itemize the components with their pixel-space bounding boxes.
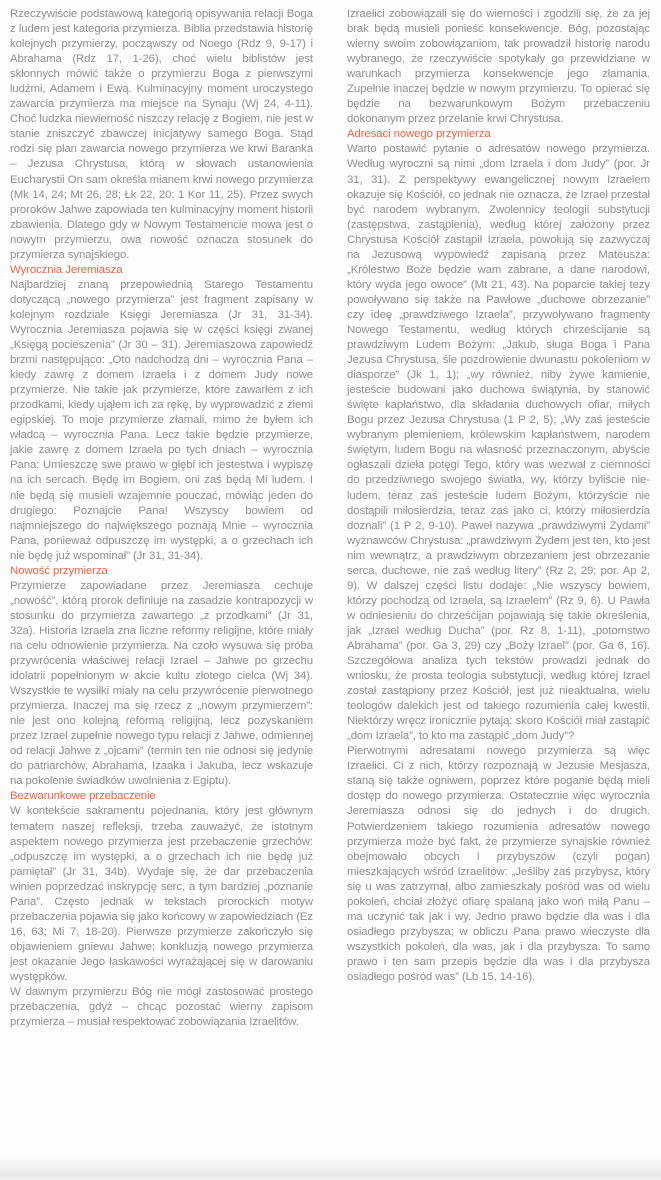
paragraph: W dawnym przymierzu Bóg nie mógł zastosować prostego przebaczenia, gdyż – chcąc pozostać wierny zapisom przymierza – musiał respektować zobowiązania Izraelitów. xyxy=(10,986,313,1029)
paragraph: Pierwotnymi adresatami nowego przymierza są więc Izraelici. Ci z nich, którzy rozpoznają w Jezusie Mesjasza, staną się także ogniwem, poprzez które poganie będą mieli dostęp do nowego przymierza. Ostatecznie więc wyrocznia Jeremiasza odnosi się do jednych i do drugich. Potwierdzeniem takiego rozumienia adresatów nowego przymierza może być fakt, że przymierze synajskie również obejmowało obcych i przybyszów (czyli pogan) mieszkających wśród Izraelitów: „Jeśliby zaś przybysz, który się u was zatrzymał, albo zamieszkały pośród was od wielu pokoleń, chciał złożyć ofiarę spalaną jako woń miłą Panu – ma uczynić tak jak i wy. Jedno prawo będzie dla was i dla osiadłego przybysza; w obliczu Pana prawo wieczyste dla wszystkich pokoleń, dla was, jak i dla przybysza. To samo prawo i ten sam przepis będzie dla was i dla przybysza osiadłego pośród was” (Lb 15, 14-16). xyxy=(347,745,650,983)
section-heading: Bezwarunkowe przebaczenie xyxy=(10,790,156,803)
page-bottom-shadow xyxy=(0,1154,661,1180)
paragraph: W kontekście sakramentu pojednania, który jest głównym tematem naszej refleksji, trzeba zauważyć, że istotnym aspektem nowego przymierza jest przebaczenie grzechów: „odpuszczę im występki, a o grzechach ich nie będę już pamiętał” (Jr 31, 34b). Wydaje się, że dar przebaczenia winien poprzedzać inskrypcję serc, a tym bardziej „poznanie Pana”. Często jednak w tekstach prorockich motyw przebaczenia pojawia się jako końcowy w zapowiedziach (Ez 16, 63; Mi 7, 18-20). Pierwsze przymierze zakończyło się objawieniem gniewu Jahwe; konkluzją nowego przymierza jest okazanie Jego łaskawości wyrażającej się w darowaniu występków. xyxy=(10,805,313,983)
section-heading: Wyrocznia Jeremiasza xyxy=(10,263,123,276)
section-heading: Adresaci nowego przymierza xyxy=(347,128,491,141)
paragraph: Przymierze zapowiadane przez Jeremiasza cechuje „nowość”, którą prorok definiuje na zasadzie kontrapozycji w stosunku do przymierza zawartego „z przodkami” (Jr 31, 32a). Historia Izraela zna liczne reformy religijne, które miały na celu odnowienie przymierza. Na czoło wysuwa się próba przywrócenia właściwej relacji Izrael – Jahwe po grzechu idolatrii popełnionym w akcie kultu złotego cielca (Wj 34). Wszystkie te wysiłki miały na celu przywrócenie pierwotnego przymierza. Inaczej ma się rzecz z „nowym przymierzem”: nie jest ono kolejną reformą religijną, lecz pozyskaniem przez Izrael zupełnie nowego typu relacji z Jahwe, odmiennej od relacji Jahwe z „ojcami” (termin ten nie odnosi się jedynie do patriarchów, Abrahama, Izaaka i Jakuba, lecz wskazuje na pokolenie świadków uwolnienia z Egiptu). xyxy=(10,579,313,788)
paragraph: Rzeczywiście podstawową kategorią opisywania relacji Boga z ludem jest kategoria przymierza. Biblia przedstawia historię kolejnych przymierzy, począwszy od Noego (Rdz 9, 9-17) i Abrahama (Rdz 17, 1-26), choć wielu biblistów jest skłonnych mówić także o przymierzu Boga z pierwszymi ludźmi, Adamem i Ewą. Kulminacyjny moment uroczystego zawarcia przymierza ma miejsce na Synaju (Wj 24, 4-11). Choć ludzka niewierność niszczy relację z Bogiem, nie jest w stanie zniszczyć zbawczej inicjatywy samego Boga. Stąd rodzi się plan zawarcia nowego przymierza we krwi Baranka – Jezusa Chrystusa, którą w słowach ustanowienia Eucharystii On sam określa mianem krwi nowego przymierza (Mk 14, 24; Mt 26, 28; Łk 22, 20; 1 Kor 11, 25). Przez swych proroków Jahwe zapowiada ten kulminacyjny moment historii zbawienia. Dlatego gdy w Nowym Testamencie mowa jest o nowym przymierzu, owa nowość oznacza stosunek do przymierza synajskiego. xyxy=(10,8,313,261)
paragraph: Izraelici zobowiązali się do wierności i zgodzili się, że za jej brak będą musieli ponieść konsekwencje. Bóg, pozostając wierny swoim zobowiązaniom, tak prowadził historię narodu wybranego, że rzeczywiście spotykały go przewidziane w warunkach przymierza konsekwencje jego złamania. Zupełnie inaczej będzie w nowym przymierzu. To opierać się będzie na bezwarunkowym Bożym przebaczeniu dokonanym przez przelanie krwi Chrystusa. xyxy=(347,8,650,126)
paragraph: Najbardziej znaną przepowiednią Starego Testamentu dotyczącą „nowego przymierza” jest fragment zapisany w kolejnym rozdziale Księgi Jeremiasza (Jr 31, 31-34). Wyrocznia Jeremiasza pojawia się w części księgi zwanej „Księgą pocieszenia” (Jr 30 – 31). Jeremiaszowa zapowiedź brzmi następująco: „Oto nadchodzą dni – wyrocznia Pana – kiedy zawrę z domem Izraela i z domem Judy nowe przymierze. Nie takie jak przymierze, które zawarłem z ich przodkami, kiedy ująłem ich za rękę, by wyprowadzić z ziemi egipskiej. To moje przymierze złamali, mimo że byłem ich władcą – wyrocznia Pana. Lecz takie będzie przymierze, jakie zawrę z domem Izraela po tych dniach – wyrocznia Pana: Umieszczę swe prawo w głębi ich jestestwa i wypiszę na ich sercach. Będę im Bogiem, oni zaś będą Mi ludem. I nie będą się musieli wzajemnie pouczać, mówiąc jeden do drugiego: Poznajcie Pana! Wszyscy bowiem od najmniejszego do największego poznają Mnie – wyrocznia Pana, ponieważ odpuszczę im występki, a o grzechach ich nie będę już wspominał” (Jr 31, 31-34). xyxy=(10,278,313,562)
paragraph: Warto postawić pytanie o adresatów nowego przymierza. Według wyroczni są nimi „dom Izraela i dom Judy” (por. Jr 31, 31). Z perspektywy ewangelicznej nowym Izraelem okazuje się Kościół, co jednak nie oznacza, że Izrael przestał być narodem wybranym. Zwolennicy teologii substytucji (zastępstwa, zastąpienia), według której założony przez Chrystusa Kościół zastąpił Izraela, powołują się zazwyczaj na Jezusową wypowiedź zapisaną przez Mateusza: „Królestwo Boże będzie wam zabrane, a dane narodowi, który wyda jego owoce” (Mt 21, 43). Na poparcie takiej tezy powoływano się także na Pawłowe „duchowe obrzezanie” czy ideę „prawdziwego Izraela”, przywoływano fragmenty Nowego Testamentu, według których chrześcijanie są prawdziwym Ludem Bożym: „Jakub, sługa Boga i Pana Jezusa Chrystusa, śle pozdrowienie dwunastu pokoleniom w diasporze” (Jk 1, 1); „wy również, niby żywe kamienie, jesteście budowani jako duchowa świątynia, by stanowić święte kapłaństwo, dla składania duchowych ofiar, miłych Bogu przez Jezusa Chrystusa (1 P 2, 5); „Wy zaś jesteście wybranym plemieniem, królewskim kapłaństwem, narodem świętym, ludem Bogu na własność przeznaczonym, abyście ogłaszali dzieła potęgi Tego, który was wezwał z ciemności do przedziwnego swojego światła, wy, którzy byliście nie-ludem, teraz zaś jesteście ludem Bożym, którzyście nie dostąpili miłosierdzia, teraz zaś jako ci, którzy miłosierdzia doznali” (1 P 2, 9-10). Paweł nazywa „prawdziwymi Żydami” wyznawców Chrystusa: „prawdziwym Żydem jest ten, kto jest nim wewnątrz, a prawdziwym obrzezaniem jest obrzezanie serca, duchowe, nie zaś według litery” (Rz 2, 29; por. Ap 2, 9). W dalszej części listu dodaje: „Nie wszyscy bowiem, którzy pochodzą od Izraela, są Izraelem” (Rz 9, 6). U Pawła w odniesieniu do chrześcijan pojawiają się takie określenia, jak „Izrael według Ducha” (por. Rz 8, 1-11), „potomstwo Abrahama” (por. Ga 3, 29) czy „Boży Izrael” (por. Ga 6, 16). Szczegółowa analiza tych tekstów prowadzi jednak do wniosku, że prosta teologia substytucji, według której Izrael został zastąpiony przez Kościół, jest już nieaktualna, wielu teologów dalekich jest od takiego rozumienia całej kwestii. Niektórzy wręcz ironicznie pytają: skoro Kościół miał zastąpić „dom Izraela”, to kto ma zastąpić „dom Judy”? xyxy=(347,143,650,743)
article-column-left xyxy=(10,7,313,1030)
section-heading: Nowość przymierza xyxy=(10,564,108,577)
article-column-right xyxy=(347,7,650,1030)
